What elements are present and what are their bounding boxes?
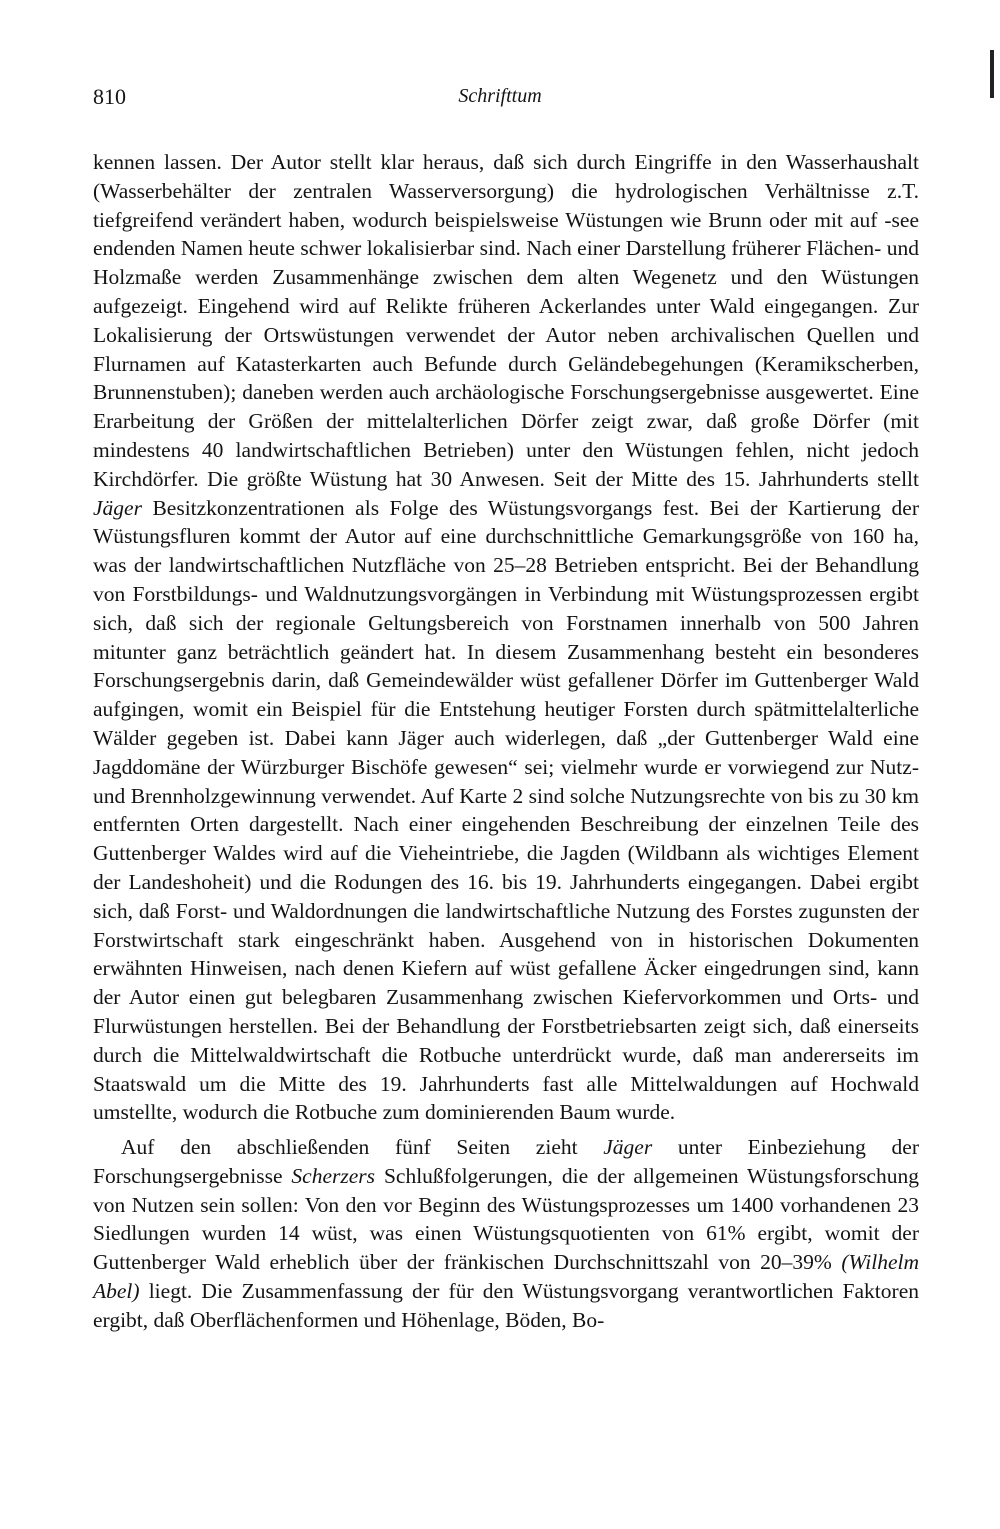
text-span: unter Einbeziehung der Forschungsergebnisse [93,1135,919,1188]
italic-name-span: Jäger [603,1135,653,1160]
body-text [93,148,919,1335]
text-span: Besitzkonzentrationen als Folge des Wüstungsvorgangs fest. Bei der Kartierung der Wüstungsfluren kommt der Autor auf eine durchschnittliche Gemarkungsgröße von 160 ha, was der landwirtschaftlichen Nutzfläche von 25–28 Betrieben entspricht. Bei der Behandlung von Forstbildungs- und Waldnutzungsvorgängen in Verbindung mit Wüstungsprozessen ergibt sich, daß sich der regionale Geltungsbereich von Forstnamen innerhalb von 500 Jahren mitunter ganz beträchtlich geändert hat. In diesem Zusammenhang besteht ein besonderes Forschungsergebnis darin, daß Gemeindewälder wüst gefallener Dörfer im Guttenberger Wald aufgingen, womit ein Beispiel für die Entstehung heutiger Forsten durch spätmittelalterliche Wälder gegeben ist. Dabei kann Jäger auch widerlegen, daß „der Guttenberger Wald eine Jagddomäne der Würzburger Bischöfe gewesen“ sei; vielmehr wurde er vorwiegend zur Nutz- und Brennholzgewinnung verwendet. Auf Karte 2 sind solche Nutzungsrechte von bis zu 30 km entfernten Orten dargestellt. Nach einer eingehenden Beschreibung der einzelnen Teile des Guttenberger Waldes wird auf die Vieheintriebe, die Jagden (Wildbann als wichtiges Element der Landeshoheit) und die Rodungen des 16. bis 19. Jahrhunderts eingegangen. Dabei ergibt sich, daß Forst- und Waldordnungen die landwirtschaftliche Nutzung des Forstes zugunsten der Forstwirtschaft stark eingeschränkt haben. Ausgehend von in historischen Dokumenten erwähnten Hinweisen, nach denen Kiefern auf wüst gefallene Äcker eingedrungen sind, kann der Autor einen gut belegbaren Zusammenhang zwischen Kiefervorkommen und Orts- und Flurwüstungen herstellen. Bei der Behandlung der Forstbetriebsarten zeigt sich, daß einerseits durch die Mittelwaldwirtschaft die Rotbuche unterdrückt wurde, daß man andererseits im Staatswald um die Mitte des 19. Jahrhunderts fast alle Mittelwaldungen auf Hochwald umstellte, wodurch die Rotbuche zum dominierenden Baum wurde. [93,495,919,1125]
italic-name-span: (Wilhelm Abel) [93,1250,919,1304]
paragraph-1 [93,148,919,1127]
italic-name-span: Jäger [93,495,142,520]
page-number: 810 [93,84,126,109]
text-span: Auf den abschließenden fünf Seiten zieht [121,1135,604,1160]
paragraph-2 [93,1133,919,1335]
italic-name-span: Scherzers [291,1163,376,1188]
text-span: kennen lassen. Der Autor stellt klar heraus, daß sich durch Eingriffe in den Wasserhaushalt (Wasserbehälter der zentralen Wasserversorgung) die hydrologischen Verhältnisse z.T. tiefgreifend verändert haben, wodurch beispielsweise Wüstungen wie Brunn oder mit auf -see endenden Namen heute schwer lokalisierbar sind. Nach einer Darstellung früherer Flächen- und Holzmaße werden Zusammenhänge zwischen dem alten Wegenetz und den Wüstungen aufgezeigt. Eingehend wird auf Relikte früheren Ackerlandes unter Wald eingegangen. Zur Lokalisierung der Ortswüstungen verwendet der Autor neben archivalischen Quellen und Flurnamen auf Katasterkarten auch Befunde durch Geländebegehungen (Keramikscherben, Brunnenstuben); daneben werden auch archäologische Forschungsergebnisse ausgewertet. Eine Erarbeitung der Größen der mittelalterlichen Dörfer zeigt zwar, daß große Dörfer (mit mindestens 40 landwirtschaftlichen Betrieben) unter den Wüstungen fehlen, nicht jedoch Kirchdörfer. Die größte Wüstung hat 30 Anwesen. Seit der Mitte des 15. Jahrhunderts stellt [93,150,919,491]
text-span: liegt. Die Zusammenfassung der für den Wüstungsvorgang verantwortlichen Faktoren ergibt, daß Oberflächenformen und Höhenlage, Böden, Bo- [93,1279,919,1332]
text-span: Schlußfolgerungen, die der allgemeinen Wüstungsforschung von Nutzen sein sollen: Von den vor Beginn des Wüstungsprozesses um 1400 vorhandenen 23 Siedlungen wurden 14 wüst, was einen Wüstungsquotienten von 61% ergibt, womit der Guttenberger Wald erheblich über der fränkischen Durchschnittszahl von 20–39% [93,1163,919,1275]
running-title: Schrifttum [458,85,542,107]
scan-edge-mark [990,50,994,98]
